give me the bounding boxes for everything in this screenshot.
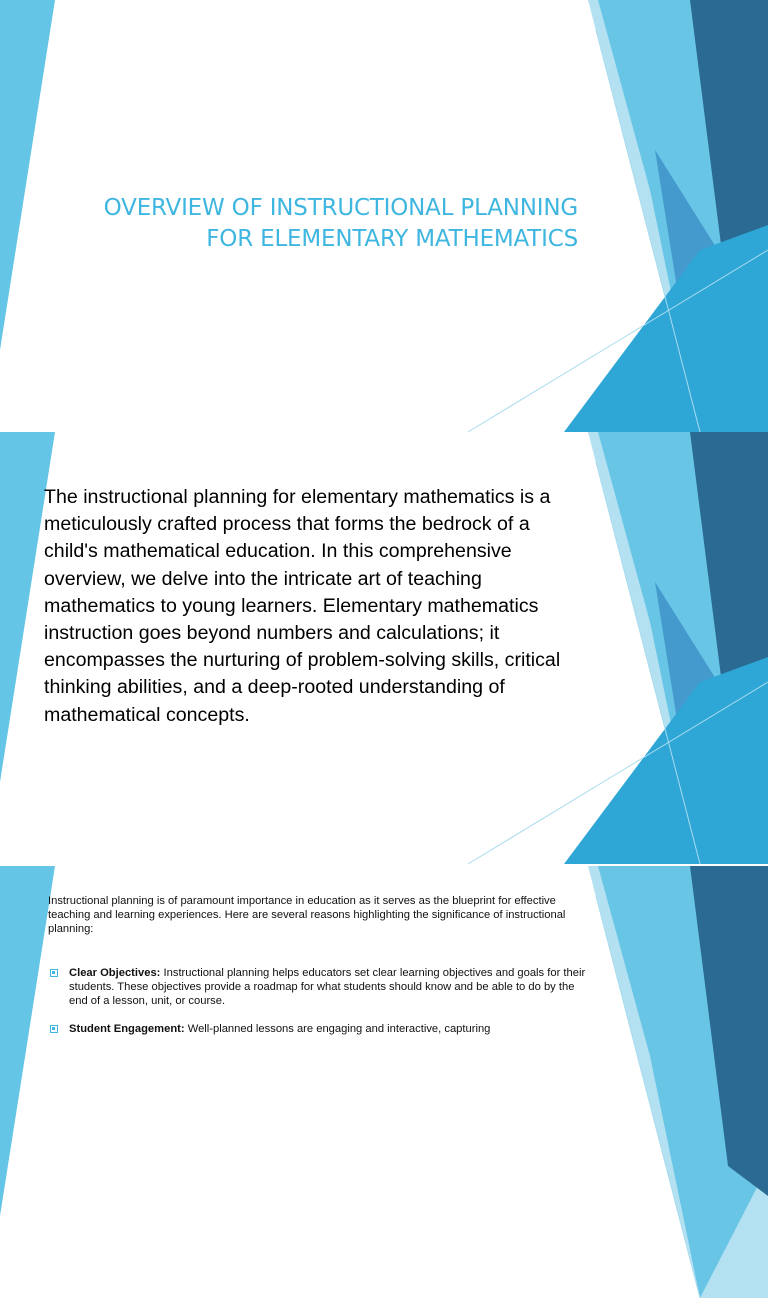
- bullet-term: Clear Objectives:: [69, 967, 161, 979]
- intro-paragraph: Instructional planning is of paramount importance in education as it serves as the blueprint for effective teaching and learning experiences. Here are several reasons highlighting the significance of instructional planning:: [48, 895, 566, 935]
- square-bullet-icon: [50, 1025, 58, 1033]
- title-slide: [0, 0, 768, 432]
- left-triangle: [0, 0, 55, 350]
- bullet-term: Student Engagement:: [69, 1023, 185, 1035]
- overview-paragraph: The instructional planning for elementary mathematics is a meticulously crafted process that forms the bedrock of a child's mathematical education. In this comprehensive overview, we delve into the intricate art of teaching mathematics to young learners. Elementary mathematics instruction goes beyond numbers and calculations; it encompasses the nurturing of problem-solving skills, critical thinking abilities, and a deep-rooted understanding of mathematical concepts.: [44, 486, 561, 726]
- square-bullet-icon: [50, 969, 58, 977]
- left-triangle: [0, 866, 55, 1216]
- bullet-text: Well-planned lessons are engaging and interactive, capturing: [184, 1023, 491, 1035]
- title-line-1: OVERVIEW OF INSTRUCTIONAL PLANNING: [103, 195, 578, 221]
- list-item: [48, 1022, 593, 1036]
- overview-slide: [0, 432, 768, 866]
- reasons-list: [48, 966, 593, 1050]
- bullet-text: Instructional planning helps educators set clear learning objectives and goals for their students. These objectives provide a roadmap for what students should know and be able to do by the end of a lesson, unit, or course.: [69, 967, 586, 1007]
- slide-title: [90, 193, 578, 255]
- title-line-2: FOR ELEMENTARY MATHEMATICS: [206, 226, 578, 252]
- importance-slide: [0, 866, 768, 1035]
- list-item: [48, 966, 593, 1008]
